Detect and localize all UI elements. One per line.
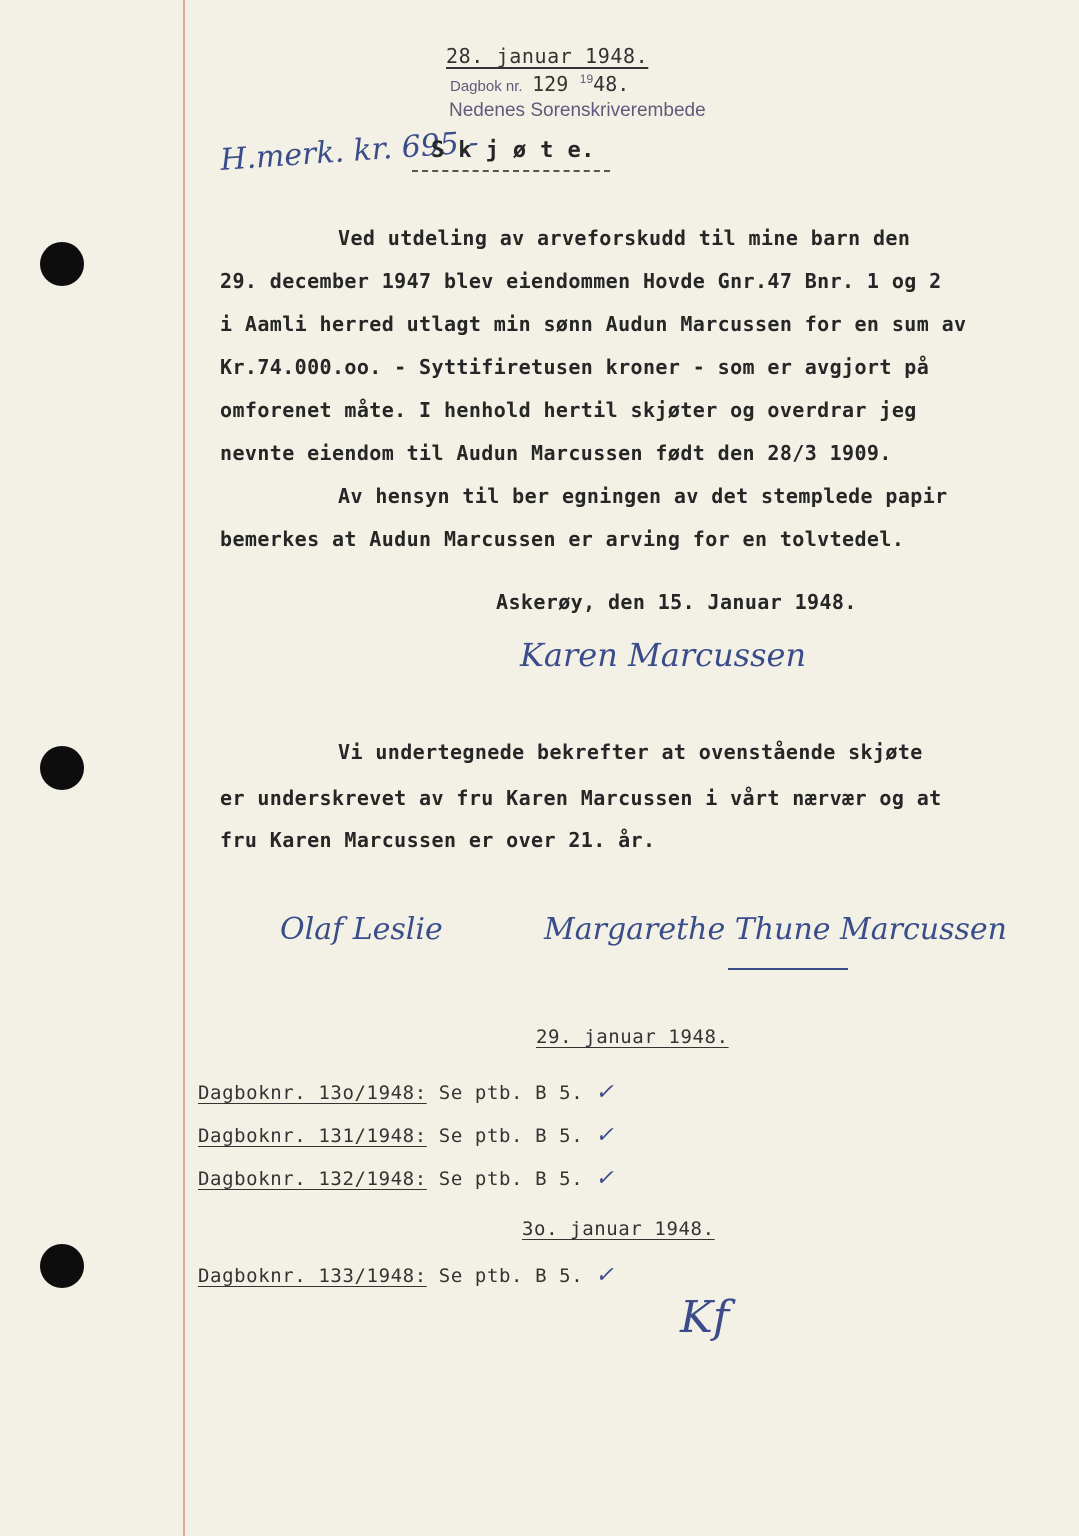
paragraph3-line: fru Karen Marcussen er over 21. år.: [220, 828, 656, 852]
margin-rule: [183, 0, 185, 1536]
check-mark-icon: ✓: [595, 1123, 615, 1148]
document-title: S k j ø t e.: [431, 138, 595, 163]
paragraph1-line: i Aamli herred utlagt min sønn Audun Marcussen for en sum av: [220, 312, 967, 336]
dagbok-number: 129: [532, 72, 569, 96]
margin-note: H.merk. kr. 695.-: [219, 125, 480, 178]
office-stamp: Nedenes Sorenskriverembede: [449, 100, 706, 121]
entry-ref: Dagboknr. 131/1948:: [198, 1125, 427, 1147]
entries-date-2: 3o. januar 1948.: [522, 1218, 715, 1240]
dagbok-year: 48.: [593, 72, 630, 96]
paragraph1-line: omforenet måte. I henhold hertil skjøter og overdrar jeg: [220, 398, 917, 422]
dagbok-label: Dagbok nr.: [450, 78, 523, 95]
punch-hole: [40, 1244, 84, 1288]
entry-text: Se ptb. B 5.: [438, 1125, 584, 1147]
entry-text: Se ptb. B 5.: [438, 1265, 584, 1287]
paragraph1-line: Ved utdeling av arveforskudd til mine barn den: [338, 226, 911, 250]
entry-row: [198, 1080, 614, 1105]
entry-row: [198, 1263, 614, 1288]
entry-row: [198, 1166, 614, 1191]
punch-hole: [40, 746, 84, 790]
title-underline: [412, 170, 610, 172]
entry-text: Se ptb. B 5.: [438, 1082, 584, 1104]
punch-hole: [40, 242, 84, 286]
header-date: 28. januar 1948.: [446, 44, 649, 68]
entry-ref: Dagboknr. 132/1948:: [198, 1168, 427, 1190]
entry-row: [198, 1123, 614, 1148]
paragraph3-line: er underskrevet av fru Karen Marcussen i vårt nærvær og at: [220, 786, 942, 810]
paragraph2-line: bemerkes at Audun Marcussen er arving for en tolvtedel.: [220, 527, 905, 551]
paragraph3-line: Vi undertegnede bekrefter at ovenstående skjøte: [338, 740, 923, 764]
witness-signature-1: Olaf Leslie: [280, 912, 443, 947]
place-date: Askerøy, den 15. Januar 1948.: [496, 590, 857, 614]
paragraph1-line: 29. december 1947 blev eiendommen Hovde Gnr.47 Bnr. 1 og 2: [220, 269, 942, 293]
entries-date-1: 29. januar 1948.: [536, 1026, 729, 1048]
signature-seller: Karen Marcussen: [520, 636, 807, 674]
check-mark-icon: ✓: [595, 1166, 615, 1191]
signature-flourish: [728, 968, 848, 970]
witness-signature-2: Margarethe Thune Marcussen: [544, 912, 1007, 947]
check-mark-icon: ✓: [595, 1080, 615, 1105]
entry-ref: Dagboknr. 13o/1948:: [198, 1082, 427, 1104]
clerk-initials: Kf: [680, 1292, 730, 1343]
paragraph1-line: Kr.74.000.oo. - Syttifiretusen kroner - som er avgjort på: [220, 355, 930, 379]
paragraph1-line: nevnte eiendom til Audun Marcussen født den 28/3 1909.: [220, 441, 892, 465]
dagbok-year-prefix: 19: [579, 72, 594, 87]
paragraph2-line: Av hensyn til ber egningen av det stemplede papir: [338, 484, 948, 508]
entry-text: Se ptb. B 5.: [438, 1168, 584, 1190]
dagbok-stamp: [450, 72, 629, 97]
entry-ref: Dagboknr. 133/1948:: [198, 1265, 427, 1287]
check-mark-icon: ✓: [595, 1263, 615, 1288]
